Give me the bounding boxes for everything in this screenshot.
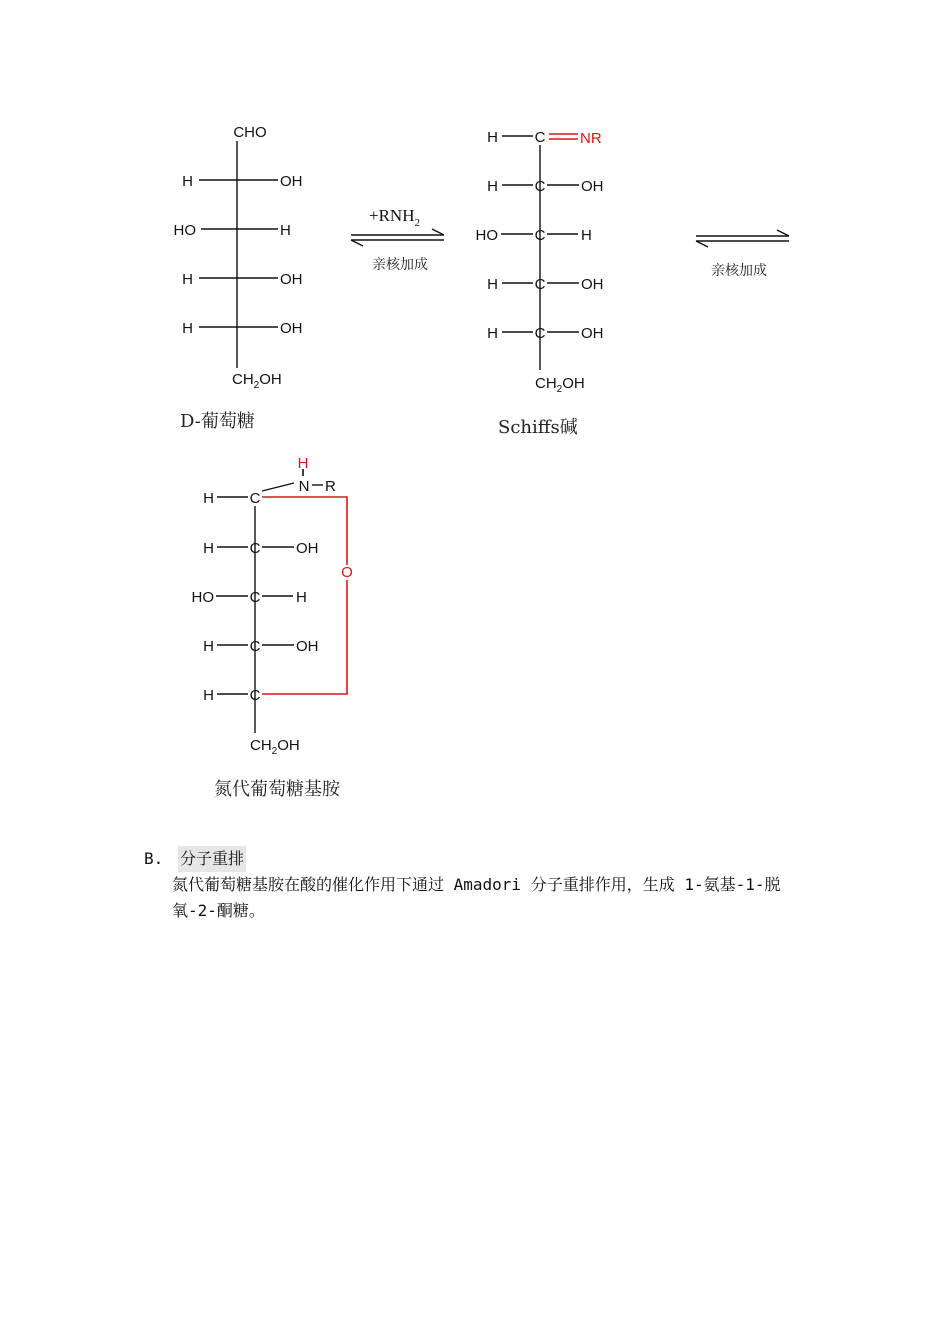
schiff-row1-left: H — [487, 178, 498, 195]
glucosylamine-row4-right: OH — [296, 638, 319, 655]
section-b-marker: B. — [144, 849, 164, 868]
glucosylamine-row1-left: H — [203, 490, 214, 507]
schiff-row4-carbon: C — [534, 325, 546, 342]
glucose-row4-left: H — [182, 320, 193, 337]
glucose-row2-left: HO — [173, 222, 196, 239]
schiff-row4-right: OH — [581, 325, 604, 342]
schiff-row3-carbon: C — [534, 276, 546, 293]
ring-oxygen: O — [341, 564, 353, 581]
schiff-row2-carbon: C — [534, 227, 546, 244]
schiff-top-carbon: C — [534, 129, 546, 146]
glucose-row1-left: H — [182, 173, 193, 190]
glucosylamine-row1-carbon: C — [249, 490, 261, 507]
glucosylamine-row4-carbon: C — [249, 638, 261, 655]
arrow2-condition: 亲核加成 — [711, 263, 767, 279]
schiff-bottom-group: $CH_2OH$ — [535, 375, 585, 395]
glucosylamine-row2-right: OH — [296, 540, 319, 557]
amine-hydrogen: H — [297, 455, 309, 472]
glucosylamine-caption: 氮代葡萄糖基胺 — [214, 779, 340, 800]
glucose-row3-left: H — [182, 271, 193, 288]
glucosylamine-row3-carbon: C — [249, 589, 261, 606]
schiff-row4-left: H — [487, 325, 498, 342]
schiff-row1-carbon: C — [534, 178, 546, 195]
glucose-row3-right: OH — [280, 271, 303, 288]
schiff-row2-right: H — [581, 227, 592, 244]
glucose-row2-right: H — [280, 222, 291, 239]
section-b — [144, 846, 824, 924]
section-b-title — [144, 846, 824, 872]
amine-nitrogen: N — [298, 478, 310, 495]
glucose-row4-right: OH — [280, 320, 303, 337]
glucose-bottom-group: $CH_2OH$ — [232, 371, 282, 391]
reagent-label: $+RNH_2$ — [369, 206, 420, 229]
amine-r-group: R — [325, 478, 336, 495]
schiff-row1-right: OH — [581, 178, 604, 195]
glucosylamine-row4-left: H — [203, 638, 214, 655]
schiff-caption: Schiffs碱 — [498, 417, 578, 438]
glucosylamine-row5-left: H — [203, 687, 214, 704]
schiff-row3-right: OH — [581, 276, 604, 293]
glucosylamine-row5-carbon: C — [249, 687, 261, 704]
glucose-caption: D-葡萄糖 — [180, 411, 255, 432]
schiff-imine-group: NR — [580, 130, 602, 147]
glucosylamine-row2-carbon: C — [249, 540, 261, 557]
glucosylamine-bottom-group: $CH_2OH$ — [250, 737, 300, 757]
section-b-heading: 分子重排 — [178, 846, 246, 872]
glucosylamine-row3-right: H — [296, 589, 307, 606]
arrow1-condition: 亲核加成 — [372, 257, 428, 273]
glucose-row1-right: OH — [280, 173, 303, 190]
glucosylamine-row2-left: H — [203, 540, 214, 557]
schiff-top-left: H — [487, 129, 498, 146]
section-b-body: 氮代葡萄糖基胺在酸的催化作用下通过 Amadori 分子重排作用，生成 1-氨基-1-脱氧-2-酮糖。 — [172, 875, 781, 920]
schiff-row3-left: H — [487, 276, 498, 293]
glucosylamine-row3-left: HO — [191, 589, 214, 606]
glucose-top-group: CHO — [233, 124, 267, 141]
schiff-row2-left: HO — [475, 227, 498, 244]
